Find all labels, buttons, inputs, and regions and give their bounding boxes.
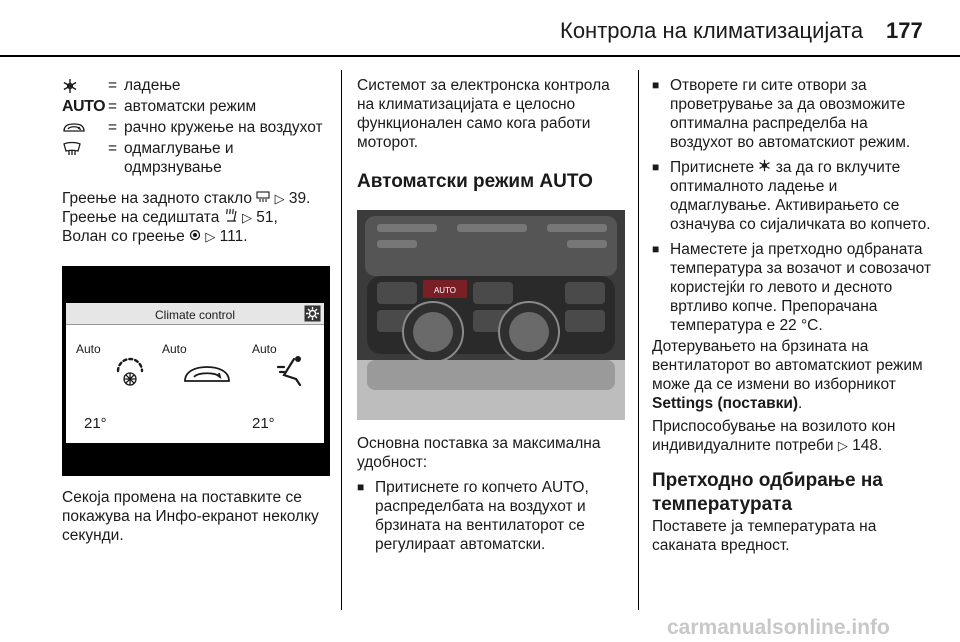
legend-item	[62, 76, 330, 95]
seat-airflow-icon	[276, 355, 304, 394]
auto-label: Auto	[162, 342, 187, 356]
legend-item	[62, 118, 330, 137]
page-ref-icon: ▷	[837, 438, 848, 453]
column-1	[62, 76, 330, 545]
fan-icon	[112, 353, 148, 394]
bullet-icon: ■	[652, 242, 660, 256]
section-heading-preselect: Претходно одбирање на температурата	[652, 470, 883, 515]
legend-equals: =	[108, 119, 118, 136]
auto-button-label: AUTO	[541, 479, 585, 496]
screen-caption: Секоја промена на поставките се покажува на Инфо-екранот неколку секунди.	[62, 489, 319, 544]
column-divider-2	[638, 70, 639, 610]
legend-item	[62, 97, 330, 116]
screen-title-bar	[66, 303, 324, 325]
personalisation-paragraph: Приспособување на возилото кон индивидуалните потреби ▷ 148.	[652, 418, 896, 454]
page-title: Контрола на климатизацијата	[560, 18, 864, 43]
climate-panel-photo	[357, 210, 625, 420]
legend-equals: =	[108, 140, 118, 157]
rear-window-heating-icon	[256, 190, 270, 207]
temperature-left: 21°	[84, 415, 107, 432]
settings-menu-label: Settings (поставки)	[652, 395, 799, 412]
legend-item	[62, 139, 330, 177]
bullet-icon: ■	[652, 78, 660, 92]
auto-label: Auto	[76, 342, 101, 356]
intro-paragraph: Системот за електронска контрола на климатизацијата е целосно функционален само кога работи моторот.	[357, 77, 610, 151]
fan-speed-paragraph: Дотерувањето на брзината на вентилаторот во автоматскиот режим може да се измени во изборникот Settings (поставки).	[652, 338, 923, 412]
list-item: ■ Наместете ја претходно одбраната температура за возачот и совозачот користејќи го левото и десното вртливо копче. Препорачана температура е 22 °C.	[652, 241, 932, 334]
heating-line: Греење на седиштата ▷ 51,	[62, 209, 278, 226]
list-item: ■ Притиснете за да го вклучите оптималното ладење и одмаглување. Активирањето се означува со сијаличката во копчето.	[652, 159, 931, 233]
panel-auto-label: AUTO	[433, 286, 457, 295]
seat-heating-icon	[224, 209, 238, 226]
auto-symbol: AUTO	[62, 98, 106, 115]
steering-wheel-heating-icon	[189, 228, 201, 245]
screen-display	[66, 303, 324, 443]
list-item: ■ Отворете ги сите отвори за проветрување за да овозможите оптимална распределба на воздухот во автоматскиот режим.	[652, 77, 911, 151]
page-number: 177	[886, 18, 923, 43]
list-item: ■ Притиснете го копчето AUTO, распределбата на воздухот и брзината на вентилаторот се регулираат автоматски.	[357, 479, 589, 553]
symbol-legend	[62, 76, 330, 177]
settings-icon	[304, 305, 321, 322]
column-3	[652, 76, 932, 555]
heating-references	[62, 189, 330, 246]
air-recirculation-icon	[62, 118, 108, 137]
preselect-paragraph: Поставете ја температурата на саканата вредност.	[652, 518, 877, 554]
header-divider	[0, 55, 960, 57]
climate-control-screen	[62, 266, 330, 476]
bullet-icon: ■	[652, 160, 660, 174]
snowflake-icon	[62, 76, 108, 95]
legend-text: рачно кружење на воздухот	[124, 119, 323, 136]
heating-line: Греење на задното стакло ▷ 39.	[62, 190, 311, 207]
page-ref-icon: ▷	[241, 210, 252, 225]
windscreen-defrost-icon	[62, 139, 108, 158]
column-2	[357, 76, 625, 554]
page-ref-icon: ▷	[274, 191, 285, 206]
page-ref-icon: ▷	[205, 229, 216, 244]
legend-equals: =	[108, 98, 118, 115]
base-setting-text: Основна поставка за максимална удобност:	[357, 435, 601, 471]
screen-title: Climate control	[154, 308, 236, 322]
auto-label: Auto	[252, 342, 277, 356]
legend-text: автоматски режим	[124, 98, 257, 115]
snowflake-icon	[758, 159, 771, 176]
section-heading-auto: Автоматски режим AUTO	[357, 171, 593, 192]
column-divider-1	[341, 70, 342, 610]
temperature-right: 21°	[252, 415, 275, 432]
bullet-icon: ■	[357, 480, 365, 494]
watermark: carmanualsonline.info	[667, 616, 890, 639]
legend-text: одмаглување и одмрзнување	[124, 140, 234, 176]
legend-equals: =	[108, 77, 118, 94]
legend-text: ладење	[124, 77, 181, 94]
car-recirculation-icon	[182, 361, 232, 394]
heating-line: Волан со греење ▷ 111.	[62, 228, 248, 245]
